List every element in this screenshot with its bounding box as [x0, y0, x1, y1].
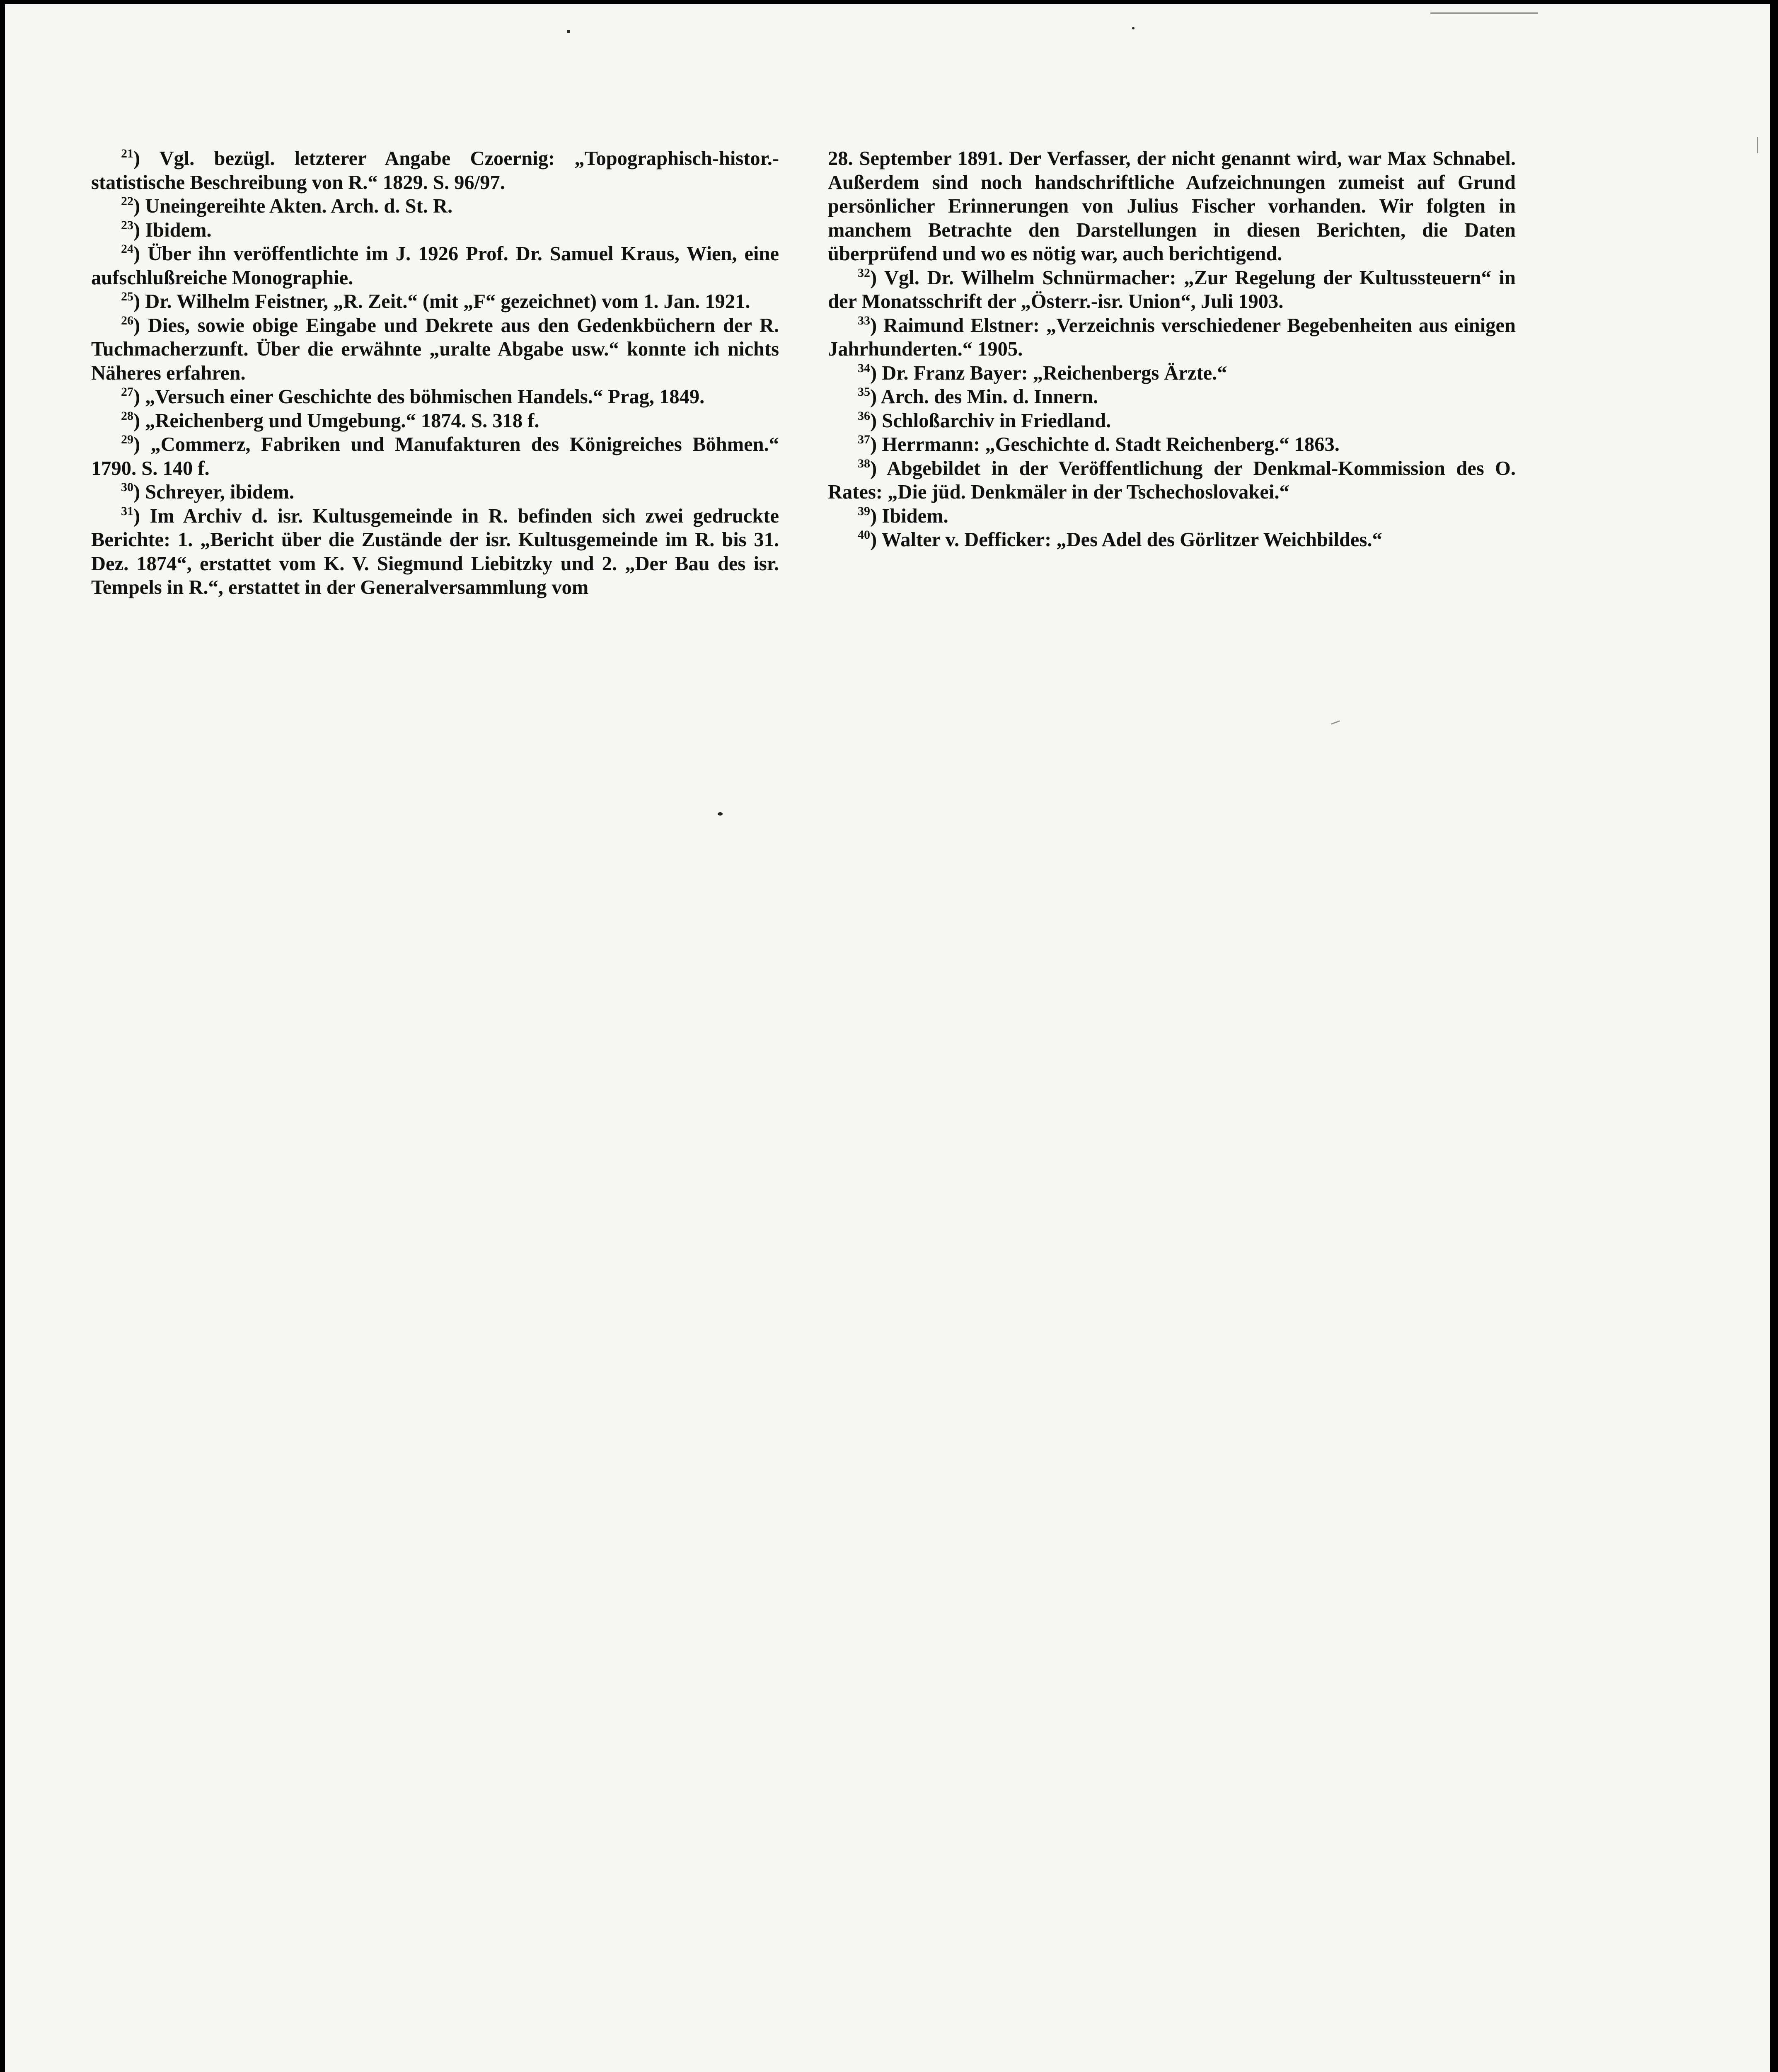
- footnote-text: Vgl. bezügl. letzterer Angabe Czoernig: „Topographisch-histor.-statistische Beschreibung von R.“ 1829. S. 96/97.: [91, 148, 779, 194]
- scan-speck: [718, 812, 723, 816]
- footnote-marker: 39: [858, 504, 870, 518]
- footnote-marker: 35: [858, 385, 870, 399]
- footnote-text: Herrmann: „Geschichte d. Stadt Reichenberg.“ 1863.: [882, 433, 1340, 455]
- footnote-marker: 30: [121, 480, 133, 494]
- footnote-text: Ibidem.: [882, 505, 948, 527]
- footnote-24: $^{24}$) Über ihn veröffentlichte im J. 1926 Prof. Dr. Samuel Kraus, Wien, eine aufschlußreiche Monographie.: [91, 242, 779, 289]
- footnote-37: $^{37}$) Herrmann: „Geschichte d. Stadt Reichenberg.“ 1863.: [858, 433, 1340, 455]
- footnote-marker: 37: [858, 433, 870, 446]
- footnote-marker: 33: [858, 313, 870, 327]
- footnote-text: Schloßarchiv in Friedland.: [882, 409, 1111, 432]
- footnote-text: Dr. Franz Bayer: „Reichenbergs Ärzte.“: [882, 362, 1227, 384]
- footnote-30: $^{30}$) Schreyer, ibidem.: [121, 480, 294, 503]
- footnote-text: Ibidem.: [145, 219, 212, 241]
- footnote-marker: 34: [858, 361, 870, 375]
- scan-scratch: [1430, 12, 1538, 14]
- footnote-marker: 22: [121, 194, 133, 208]
- footnote-marker: 21: [121, 147, 133, 160]
- footnote-39: $^{39}$) Ibidem.: [858, 504, 948, 527]
- footnotes-left-column: [91, 147, 779, 600]
- footnote-text: Dies, sowie obige Eingabe und Dekrete aus den Gedenkbüchern der R. Tuchmacherzunft. Über die erwähnte „uralte Abgabe usw.“ konnte ich nichts Näheres erfahren.: [91, 314, 779, 384]
- footnote-28: $^{28}$) „Reichenberg und Umgebung.“ 1874. S. 318 f.: [121, 409, 539, 432]
- scan-speck: [567, 30, 570, 33]
- footnote-text: Arch. des Min. d. Innern.: [881, 386, 1098, 408]
- footnote-31: $^{31}$) Im Archiv d. isr. Kultusgemeinde in R. befinden sich zwei gedruckte Berichte: 1. „Bericht über die Zustände der isr. Kultusgemeinde im R. bis 31. Dez. 1874“, erstattet vom K. V. Siegmund Liebitzky und 2. „Der Bau des isr. Tempels in R.“, erstattet in der Generalversammlung vom: [91, 504, 779, 598]
- footnote-29: $^{29}$) „Commerz, Fabriken und Manufakturen des Königreiches Böhmen.“ 1790. S. 140 f.: [91, 433, 779, 479]
- scan-scratch: [1757, 137, 1758, 153]
- footnote-text: Raimund Elstner: „Verzeichnis verschiedener Begebenheiten aus einigen Jahrhunderten.“ 1905.: [828, 314, 1516, 360]
- scan-speck: [1132, 27, 1135, 29]
- footnote-text: Über ihn veröffentlichte im J. 1926 Prof. Dr. Samuel Kraus, Wien, eine aufschlußreiche Monographie.: [91, 243, 779, 289]
- footnote-marker: 38: [858, 456, 870, 470]
- footnote-38: $^{38}$) Abgebildet in der Veröffentlichung der Denkmal-Kommission des O. Rates: „Die jüd. Denkmäler in der Tschechoslovakei.“: [828, 456, 1516, 503]
- footnote-33: $^{33}$) Raimund Elstner: „Verzeichnis verschiedener Begebenheiten aus einigen Jahrhunderten.“ 1905.: [828, 313, 1516, 360]
- footnote-marker: 40: [858, 528, 870, 542]
- footnote-marker: 32: [858, 266, 870, 280]
- footnote-text: Uneingereihte Akten. Arch. d. St. R.: [145, 195, 453, 217]
- scan-scratch: [1331, 720, 1340, 724]
- footnote-text: Walter v. Defficker: „Des Adel des Görlitzer Weichbildes.“: [881, 529, 1382, 551]
- footnote-marker: 29: [121, 433, 133, 446]
- footnotes-right-column: [828, 147, 1516, 552]
- footnote-text: Abgebildet in der Veröffentlichung der Denkmal-Kommission des O. Rates: „Die jüd. Denkmäler in der Tschechoslovakei.“: [828, 457, 1516, 503]
- footnote-26: $^{26}$) Dies, sowie obige Eingabe und Dekrete aus den Gedenkbüchern der R. Tuchmacherzunft. Über die erwähnte „uralte Abgabe usw.“ konnte ich nichts Näheres erfahren.: [91, 313, 779, 384]
- footnote-marker: 24: [121, 242, 133, 256]
- footnote-text: Vgl. Dr. Wilhelm Schnürmacher: „Zur Regelung der Kultussteuern“ in der Monatsschrift der „Österr.-isr. Union“, Juli 1903.: [828, 266, 1516, 312]
- footnote-36: $^{36}$) Schloßarchiv in Friedland.: [858, 409, 1111, 432]
- footnote-34: $^{34}$) Dr. Franz Bayer: „Reichenbergs Ärzte.“: [858, 361, 1227, 384]
- footnote-27: $^{27}$) „Versuch einer Geschichte des böhmischen Handels.“ Prag, 1849.: [121, 385, 705, 408]
- footnote-marker: 27: [121, 385, 133, 399]
- footnote-marker: 36: [858, 409, 870, 423]
- footnote-40: $^{40}$) Walter v. Defficker: „Des Adel des Görlitzer Weichbildes.“: [858, 528, 1382, 551]
- footnote-text: Im Archiv d. isr. Kultusgemeinde in R. befinden sich zwei gedruckte Berichte: 1. „Bericht über die Zustände der isr. Kultusgemeinde im R. bis 31. Dez. 1874“, erstattet vom K. V. Siegmund Liebitzky und 2. „Der Bau des isr. Tempels in R.“, erstattet in der Generalversammlung vom: [91, 505, 779, 598]
- footnote-text: „Commerz, Fabriken und Manufakturen des Königreiches Böhmen.“ 1790. S. 140 f.: [91, 433, 779, 479]
- footnote-marker: 28: [121, 409, 133, 423]
- footnote-marker: 26: [121, 313, 133, 327]
- scanned-page: [5, 4, 1770, 2072]
- footnote-text: „Reichenberg und Umgebung.“ 1874. S. 318 f.: [145, 409, 539, 432]
- footnote-35: $^{35}$) Arch. des Min. d. Innern.: [858, 385, 1098, 408]
- footnote-text: „Versuch einer Geschichte des böhmischen Handels.“ Prag, 1849.: [145, 386, 705, 408]
- footnote-text: 28. September 1891. Der Verfasser, der nicht genannt wird, war Max Schnabel. Außerdem sind noch handschriftliche Aufzeichnungen zumeist auf Grund persönlicher Erinnerungen von Julius Fischer vorhanden. Wir folgten in manchem Betrachte den Darstellungen in diesen Berichten, die Daten überprüfend und wo es nötig war, auch berichtigend.: [828, 148, 1516, 265]
- footnote-marker: 25: [121, 290, 133, 303]
- footnote-25: $^{25}$) Dr. Wilhelm Feistner, „R. Zeit.“ (mit „F“ gezeichnet) vom 1. Jan. 1921.: [121, 290, 750, 312]
- footnote-marker: 31: [121, 504, 133, 518]
- footnote-23: $^{23}$) Ibidem.: [121, 218, 212, 241]
- footnote-21: $^{21}$) Vgl. bezügl. letzterer Angabe Czoernig: „Topographisch-histor.-statistische Beschreibung von R.“ 1829. S. 96/97.: [91, 147, 779, 194]
- footnote-31-continued: [828, 147, 1516, 266]
- footnote-text: Dr. Wilhelm Feistner, „R. Zeit.“ (mit „F“ gezeichnet) vom 1. Jan. 1921.: [145, 290, 750, 312]
- footnote-32: $^{32}$) Vgl. Dr. Wilhelm Schnürmacher: „Zur Regelung der Kultussteuern“ in der Monatsschrift der „Österr.-isr. Union“, Juli 1903.: [828, 266, 1516, 312]
- footnote-marker: 23: [121, 218, 133, 232]
- footnote-22: $^{22}$) Uneingereihte Akten. Arch. d. St. R.: [121, 194, 453, 217]
- footnote-text: Schreyer, ibidem.: [145, 481, 294, 503]
